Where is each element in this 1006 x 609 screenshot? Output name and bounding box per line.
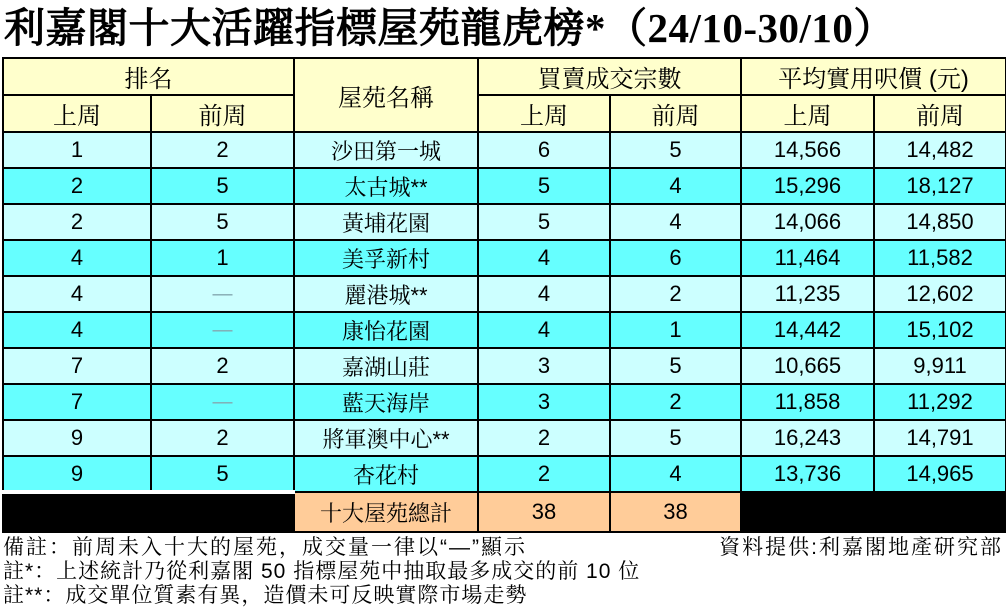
cell-price-prev: 15,102 — [874, 312, 1006, 348]
cell-price-prev: 14,850 — [874, 204, 1006, 240]
cell-deals-last: 2 — [478, 456, 610, 492]
cell-price-prev: 14,791 — [874, 420, 1006, 456]
header-price-prev-week: 前周 — [874, 95, 1006, 132]
cell-price-prev: 11,292 — [874, 384, 1006, 420]
note-remark: 備註：前周未入十大的屋苑，成交量一律以“—”顯示 — [3, 536, 527, 559]
note-double-asterisk: 註**：成交單位質素有異，造價未可反映實際市場走勢 — [3, 584, 528, 607]
cell-rank-prev: 2 — [151, 348, 294, 384]
cell-price-last: 10,665 — [741, 348, 874, 384]
cell-rank-prev: — — [151, 276, 294, 312]
cell-rank-last: 4 — [3, 276, 151, 312]
cell-estate: 麗港城** — [294, 276, 478, 312]
cell-deals-prev: 5 — [610, 348, 741, 384]
header-deals-prev-week: 前周 — [610, 95, 741, 132]
table-row — [3, 456, 1006, 492]
cell-rank-last: 4 — [3, 240, 151, 276]
table-row — [3, 132, 1006, 168]
table-row — [3, 348, 1006, 384]
cell-deals-last: 2 — [478, 420, 610, 456]
cell-estate: 太古城** — [294, 168, 478, 204]
table-row — [3, 240, 1006, 276]
cell-deals-last: 4 — [478, 240, 610, 276]
cell-deals-prev: 4 — [610, 456, 741, 492]
footer-blank-rank-last — [3, 492, 151, 532]
header-rank-last-week: 上周 — [3, 95, 151, 132]
note-line-1 — [3, 536, 1003, 560]
cell-rank-prev: 5 — [151, 456, 294, 492]
cell-price-last: 11,858 — [741, 384, 874, 420]
header-rank-group: 排名 — [3, 58, 294, 95]
cell-estate: 杏花村 — [294, 456, 478, 492]
cell-deals-prev: 5 — [610, 420, 741, 456]
cell-deals-last: 6 — [478, 132, 610, 168]
table-row — [3, 312, 1006, 348]
cell-deals-prev: 2 — [610, 384, 741, 420]
cell-price-prev: 12,602 — [874, 276, 1006, 312]
cell-deals-last: 5 — [478, 204, 610, 240]
cell-rank-last: 4 — [3, 312, 151, 348]
cell-rank-last: 9 — [3, 456, 151, 492]
page-title: 利嘉閣十大活躍指標屋苑龍虎榜*（24/10-30/10） — [4, 5, 895, 51]
estates-table — [2, 57, 1006, 533]
cell-rank-prev: — — [151, 312, 294, 348]
cell-rank-last: 2 — [3, 168, 151, 204]
cell-deals-prev: 6 — [610, 240, 741, 276]
cell-price-last: 15,296 — [741, 168, 874, 204]
cell-estate: 藍天海岸 — [294, 384, 478, 420]
header-price-group: 平均實用呎價 (元) — [741, 58, 1006, 95]
table-row — [3, 420, 1006, 456]
header-rank-prev-week: 前周 — [151, 95, 294, 132]
cell-deals-prev: 2 — [610, 276, 741, 312]
cell-deals-prev: 5 — [610, 132, 741, 168]
cell-deals-prev: 4 — [610, 168, 741, 204]
table-footer — [3, 492, 1006, 532]
header-deals-group: 買賣成交宗數 — [478, 58, 741, 95]
cell-rank-prev: 5 — [151, 168, 294, 204]
table-header — [3, 58, 1006, 132]
cell-deals-last: 4 — [478, 312, 610, 348]
header-deals-last-week: 上周 — [478, 95, 610, 132]
header-estate-name: 屋苑名稱 — [294, 58, 478, 132]
cell-rank-prev: 1 — [151, 240, 294, 276]
table-row — [3, 204, 1006, 240]
footer-deals-prev-total: 38 — [610, 492, 741, 532]
footer-blank-price — [741, 492, 1006, 532]
cell-rank-last: 7 — [3, 348, 151, 384]
cell-price-last: 13,736 — [741, 456, 874, 492]
cell-price-last: 14,066 — [741, 204, 874, 240]
footnotes — [0, 533, 1006, 608]
note-single-asterisk: 註*：上述統計乃從利嘉閣 50 指標屋苑中抽取最多成交的前 10 位 — [3, 560, 641, 583]
cell-rank-prev: 5 — [151, 204, 294, 240]
cell-rank-last: 2 — [3, 204, 151, 240]
note-data-source: 資料提供:利嘉閣地產研究部 — [719, 536, 1003, 559]
cell-estate: 嘉湖山莊 — [294, 348, 478, 384]
cell-deals-last: 3 — [478, 384, 610, 420]
cell-deals-prev: 1 — [610, 312, 741, 348]
cell-deals-prev: 4 — [610, 204, 741, 240]
cell-rank-prev: 2 — [151, 132, 294, 168]
cell-price-last: 14,442 — [741, 312, 874, 348]
cell-price-prev: 11,582 — [874, 240, 1006, 276]
cell-price-prev: 14,482 — [874, 132, 1006, 168]
cell-price-last: 14,566 — [741, 132, 874, 168]
cell-estate: 康怡花園 — [294, 312, 478, 348]
table-row — [3, 168, 1006, 204]
footer-total-label: 十大屋苑總計 — [294, 492, 478, 532]
header-price-last-week: 上周 — [741, 95, 874, 132]
footer-deals-last-total: 38 — [478, 492, 610, 532]
table-row — [3, 384, 1006, 420]
cell-rank-last: 7 — [3, 384, 151, 420]
cell-rank-last: 1 — [3, 132, 151, 168]
cell-estate: 沙田第一城 — [294, 132, 478, 168]
cell-estate: 將軍澳中心** — [294, 420, 478, 456]
cell-price-last: 11,235 — [741, 276, 874, 312]
cell-estate: 黃埔花園 — [294, 204, 478, 240]
cell-price-last: 16,243 — [741, 420, 874, 456]
table-body — [3, 132, 1006, 492]
cell-price-last: 11,464 — [741, 240, 874, 276]
cell-deals-last: 4 — [478, 276, 610, 312]
cell-rank-prev: 2 — [151, 420, 294, 456]
cell-rank-prev: — — [151, 384, 294, 420]
table-row — [3, 276, 1006, 312]
cell-estate: 美孚新村 — [294, 240, 478, 276]
cell-price-prev: 14,965 — [874, 456, 1006, 492]
cell-price-prev: 9,911 — [874, 348, 1006, 384]
cell-price-prev: 18,127 — [874, 168, 1006, 204]
cell-rank-last: 9 — [3, 420, 151, 456]
cell-deals-last: 3 — [478, 348, 610, 384]
cell-deals-last: 5 — [478, 168, 610, 204]
footer-blank-rank-prev — [151, 492, 294, 532]
